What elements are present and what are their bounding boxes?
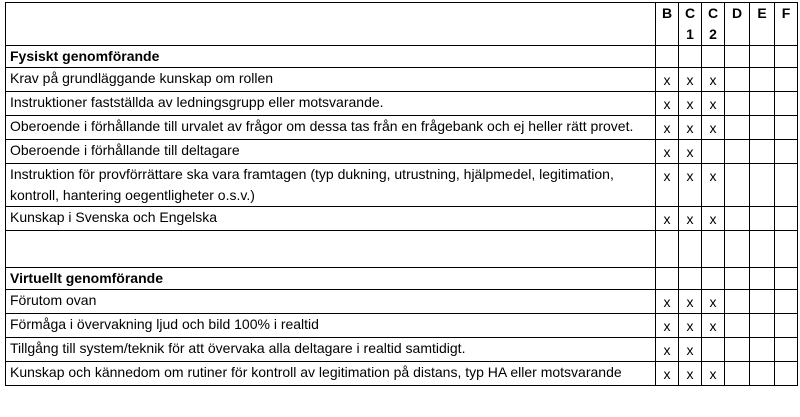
mark-f	[775, 116, 798, 140]
mark-b: x	[656, 164, 679, 207]
mark-d	[725, 92, 750, 116]
mark-c2	[702, 140, 725, 164]
mark-b: x	[656, 314, 679, 338]
mark-e	[750, 68, 775, 92]
mark-c1: x	[679, 92, 702, 116]
mark-e	[750, 140, 775, 164]
mark-c2: x	[702, 164, 725, 207]
requirement-text: Kunskap i Svenska och Engelska	[6, 207, 656, 231]
mark-c1: x	[679, 362, 702, 386]
mark-c2	[702, 338, 725, 362]
section-title: Virtuellt genomförande	[6, 268, 656, 290]
mark-b: x	[656, 362, 679, 386]
mark-c2: x	[702, 116, 725, 140]
table-row	[6, 207, 798, 231]
table-row	[6, 116, 798, 140]
header-col-d: D	[725, 3, 750, 46]
mark-f	[775, 68, 798, 92]
mark-e	[750, 290, 775, 314]
mark-c1: x	[679, 207, 702, 231]
section-title: Fysiskt genomförande	[6, 46, 656, 68]
header-col-c1: C 1	[679, 3, 702, 46]
requirement-text: Tillgång till system/teknik för att övervaka alla deltagare i realtid samtidigt.	[6, 338, 656, 362]
mark-c1: x	[679, 338, 702, 362]
mark-e	[750, 207, 775, 231]
mark-c1: x	[679, 68, 702, 92]
mark-b: x	[656, 92, 679, 116]
mark-b: x	[656, 290, 679, 314]
mark-d	[725, 290, 750, 314]
mark-f	[775, 362, 798, 386]
table-row	[6, 290, 798, 314]
mark-c2: x	[702, 92, 725, 116]
mark-c1: x	[679, 290, 702, 314]
mark-b: x	[656, 207, 679, 231]
requirement-text: Kunskap och kännedom om rutiner för kontroll av legitimation på distans, typ HA eller motsvarande	[6, 362, 656, 386]
header-col-c2: C 2	[702, 3, 725, 46]
requirements-table	[5, 2, 798, 386]
mark-c2: x	[702, 68, 725, 92]
table-row	[6, 68, 798, 92]
header-col-b: B	[656, 3, 679, 46]
mark-f	[775, 338, 798, 362]
header-row	[6, 3, 798, 46]
mark-d	[725, 164, 750, 207]
mark-b: x	[656, 338, 679, 362]
requirements-table-wrapper	[5, 2, 798, 386]
mark-f	[775, 140, 798, 164]
mark-b: x	[656, 116, 679, 140]
header-col-f: F	[775, 3, 798, 46]
mark-e	[750, 92, 775, 116]
mark-e	[750, 362, 775, 386]
mark-d	[725, 116, 750, 140]
mark-c2: x	[702, 207, 725, 231]
mark-f	[775, 314, 798, 338]
mark-c2: x	[702, 290, 725, 314]
mark-e	[750, 338, 775, 362]
table-row	[6, 314, 798, 338]
table-row	[6, 92, 798, 116]
mark-c1: x	[679, 116, 702, 140]
table-row	[6, 362, 798, 386]
header-col-e: E	[750, 3, 775, 46]
requirement-text: Oberoende i förhållande till urvalet av frågor om dessa tas från en frågebank och ej heller rätt provet.	[6, 116, 656, 140]
section-row	[6, 268, 798, 290]
mark-d	[725, 140, 750, 164]
requirement-text: Förutom ovan	[6, 290, 656, 314]
requirement-text: Oberoende i förhållande till deltagare	[6, 140, 656, 164]
requirement-text: Förmåga i övervakning ljud och bild 100% i realtid	[6, 314, 656, 338]
mark-f	[775, 290, 798, 314]
mark-c2: x	[702, 314, 725, 338]
mark-f	[775, 207, 798, 231]
mark-d	[725, 314, 750, 338]
mark-c2: x	[702, 362, 725, 386]
requirement-text: Instruktion för provförrättare ska vara framtagen (typ dukning, utrustning, hjälpmedel, legitimation, kontroll, hantering oegentligheter o.s.v.)	[6, 164, 656, 207]
mark-e	[750, 116, 775, 140]
requirement-text: Krav på grundläggande kunskap om rollen	[6, 68, 656, 92]
table-row	[6, 338, 798, 362]
section-row	[6, 46, 798, 68]
table-row	[6, 164, 798, 207]
mark-e	[750, 314, 775, 338]
mark-d	[725, 207, 750, 231]
mark-f	[775, 164, 798, 207]
mark-f	[775, 92, 798, 116]
mark-c1: x	[679, 140, 702, 164]
mark-d	[725, 338, 750, 362]
mark-c1: x	[679, 164, 702, 207]
mark-b: x	[656, 140, 679, 164]
mark-e	[750, 164, 775, 207]
requirement-text: Instruktioner fastställda av ledningsgrupp eller motsvarande.	[6, 92, 656, 116]
mark-c1: x	[679, 314, 702, 338]
table-row	[6, 140, 798, 164]
mark-b: x	[656, 68, 679, 92]
mark-d	[725, 68, 750, 92]
mark-d	[725, 362, 750, 386]
header-requirement-cell	[6, 3, 656, 46]
empty-row	[6, 231, 798, 268]
